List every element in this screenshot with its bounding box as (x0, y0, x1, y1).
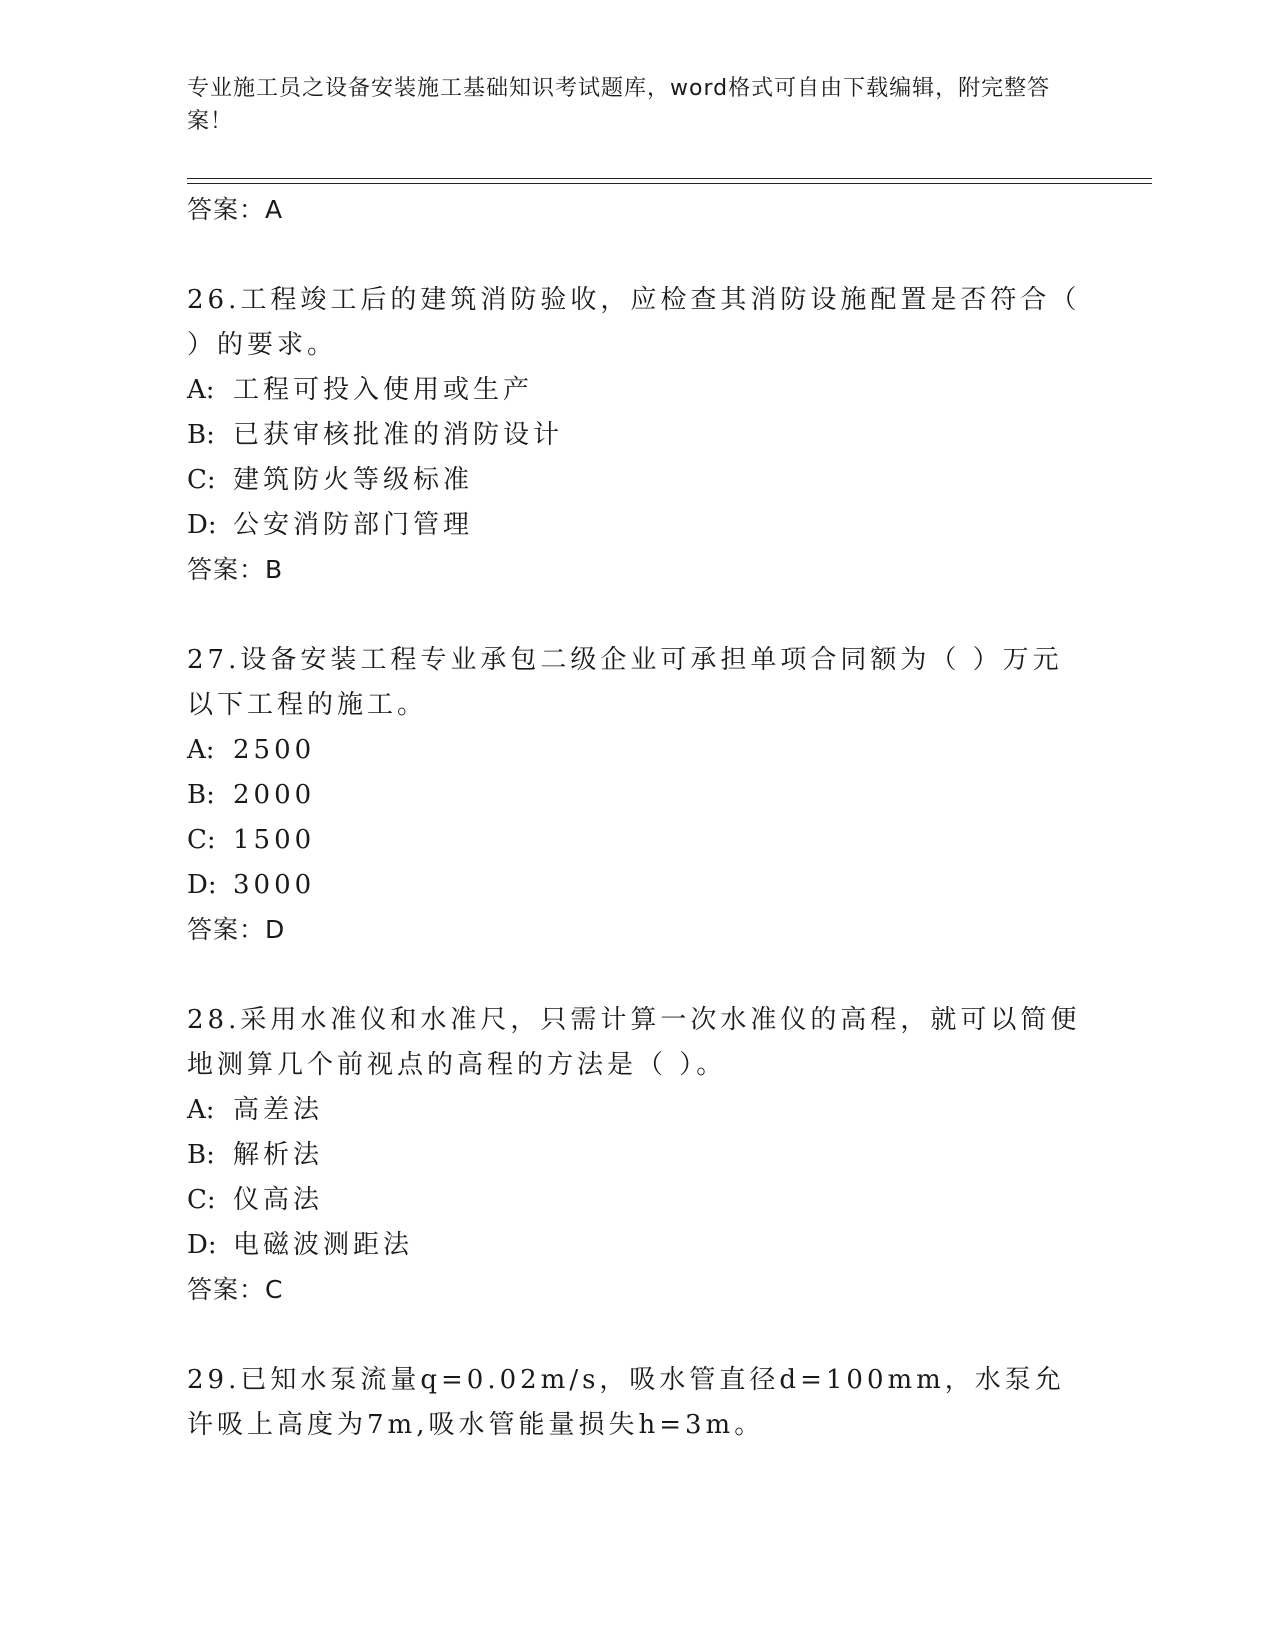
option-text: 1500 (233, 825, 316, 855)
question-block (187, 278, 1087, 592)
option-c (187, 1178, 1087, 1223)
option-letter: C: (187, 1185, 216, 1215)
question-block (187, 998, 1087, 1312)
option-d (187, 863, 1087, 908)
question-stem: 29.已知水泵流量q=0.02m/s，吸水管直径d=100mm，水泵允许吸上高度为7m,吸水管能量损失h=3m。 (187, 1365, 1065, 1440)
page-header: 专业施工员之设备安装施工基础知识考试题库，word格式可自由下载编辑，附完整答案！ (187, 76, 1051, 134)
option-b (187, 773, 1087, 818)
option-b (187, 413, 1087, 458)
answer-line: 答案：D (187, 915, 286, 944)
option-text: 公安消防部门管理 (233, 510, 474, 540)
answer-line: 答案：C (187, 1275, 284, 1304)
option-text: 电磁波测距法 (233, 1230, 414, 1260)
question-list (187, 188, 1087, 1448)
option-letter: A: (187, 1095, 215, 1125)
option-letter: D: (187, 510, 217, 540)
option-text: 工程可投入使用或生产 (233, 375, 534, 405)
option-text: 3000 (233, 870, 316, 900)
option-letter: C: (187, 465, 216, 495)
question-block (187, 1358, 1087, 1448)
option-text: 2500 (233, 735, 316, 765)
question-block (187, 638, 1087, 952)
option-letter: B: (187, 1140, 215, 1170)
question-stem: 27.设备安装工程专业承包二级企业可承担单项合同额为（ ）万元以下工程的施工。 (187, 645, 1063, 720)
option-d (187, 1223, 1087, 1268)
question-stem: 28.采用水准仪和水准尺，只需计算一次水准仪的高程，就可以简便地测算几个前视点的高程的方法是（ ）。 (187, 1005, 1081, 1080)
option-a (187, 368, 1087, 413)
option-letter: B: (187, 780, 215, 810)
option-b (187, 1133, 1087, 1178)
option-a (187, 1088, 1087, 1133)
question-stem: 26.工程竣工后的建筑消防验收，应检查其消防设施配置是否符合（ ）的要求。 (187, 285, 1081, 360)
option-c (187, 818, 1087, 863)
option-letter: D: (187, 870, 217, 900)
option-text: 建筑防火等级标准 (233, 465, 474, 495)
answer-line: 答案：A (187, 195, 284, 224)
option-a (187, 728, 1087, 773)
option-letter: B: (187, 420, 215, 450)
option-text: 仪高法 (233, 1185, 324, 1215)
option-d (187, 503, 1087, 548)
option-letter: C: (187, 825, 216, 855)
header-divider (187, 178, 1152, 179)
option-text: 2000 (233, 780, 316, 810)
option-text: 高差法 (233, 1095, 324, 1125)
option-c (187, 458, 1087, 503)
option-letter: D: (187, 1230, 217, 1260)
option-letter: A: (187, 375, 215, 405)
option-text: 已获审核批准的消防设计 (233, 420, 564, 450)
option-letter: A: (187, 735, 215, 765)
header-divider-secondary (187, 183, 1152, 184)
answer-line: 答案：B (187, 555, 284, 584)
option-text: 解析法 (233, 1140, 324, 1170)
